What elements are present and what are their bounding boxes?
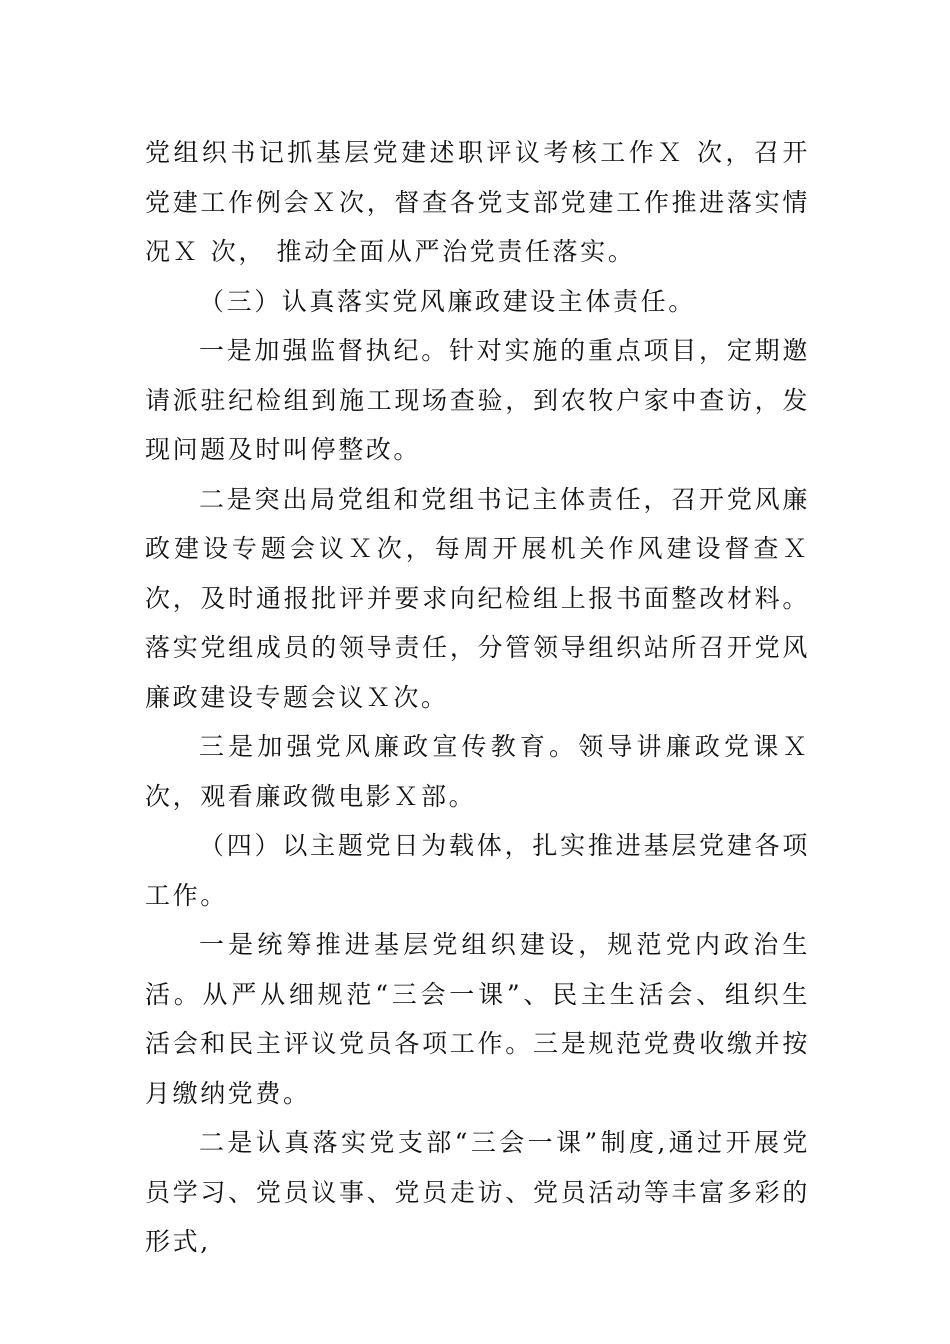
paragraph-continuation: 党组织书记抓基层党建述职评议考核工作Ｘ 次，召开党建工作例会Ｘ次，督查各党支部党建工作推进落实情况Ｘ 次， 推动全面从严治党责任落实。 bbox=[145, 138, 810, 266]
section-heading-3: （三）认真落实党风廉政建设主体责任。 bbox=[199, 286, 696, 316]
paragraph-three-meetings: 二是认真落实党支部“三会一课”制度,通过开展党员学习、党员议事、党员走访、党员活动等丰富多彩的形式, bbox=[145, 1128, 810, 1256]
paragraph-supervision: 一是加强监督执纪。针对实施的重点项目，定期邀请派驻纪检组到施工现场查验，到农牧户家中查访，发现问题及时叫停整改。 bbox=[145, 336, 810, 464]
paragraph-party-group-responsibility: 二是突出局党组和党组书记主体责任，召开党风廉政建设专题会议Ｘ次，每周开展机关作风建设督查Ｘ次，及时通报批评并要求向纪检组上报书面整改材料。落实党组成员的领导责任，分管领导组织站所召开党风廉政建设专题会议Ｘ次。 bbox=[145, 484, 810, 712]
section-heading-4: （四）以主题党日为载体，扎实推进基层党建各项工作。 bbox=[145, 831, 810, 910]
document-body bbox=[145, 128, 810, 1267]
paragraph-organization-building: 一是统筹推进基层党组织建设，规范党内政治生活。从严从细规范“三会一课”、民主生活会、组织生活会和民主评议党员各项工作。三是规范党费收缴并按月缴纳党费。 bbox=[145, 930, 810, 1108]
paragraph-education: 三是加强党风廉政宣传教育。领导讲廉政党课Ｘ次，观看廉政微电影Ｘ部。 bbox=[145, 732, 810, 811]
